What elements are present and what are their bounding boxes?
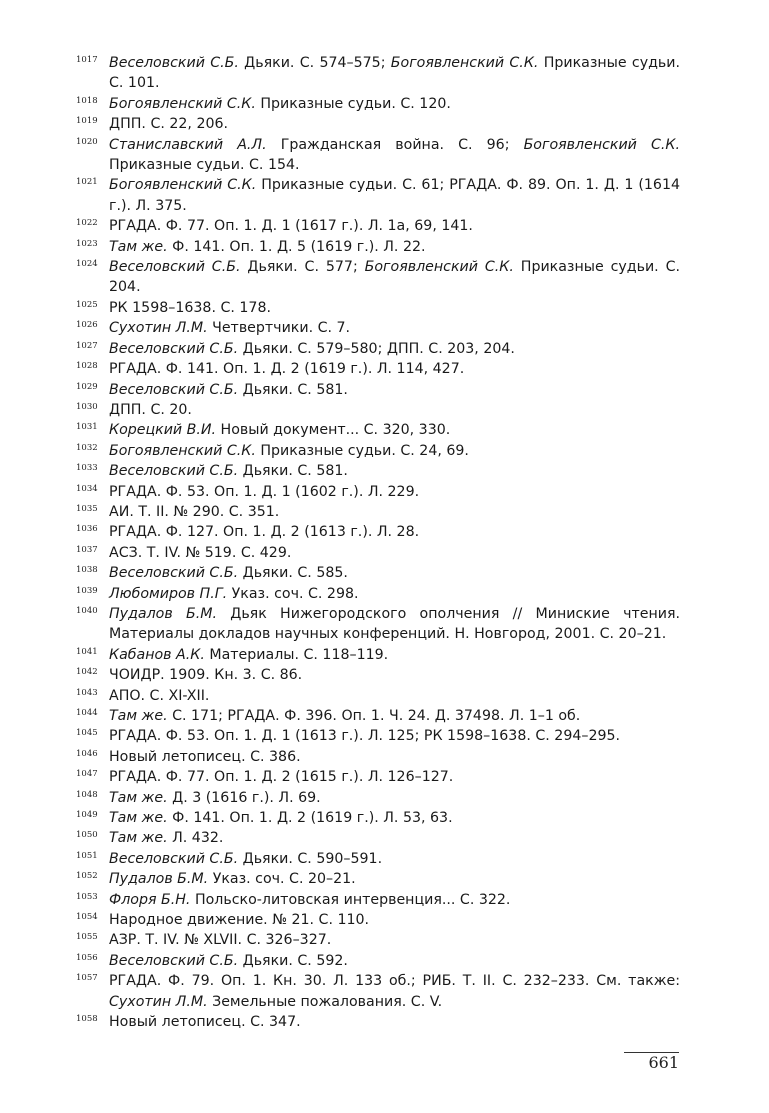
footnote-citation: АИ. Т. II. № 290. С. 351.: [109, 503, 280, 520]
footnote-citation: РГАДА. Ф. 53. Оп. 1. Д. 1 (1613 г.). Л. 125; РК 1598–1638. С. 294–295.: [109, 728, 621, 745]
footnote-text: [109, 706, 680, 726]
footnote: [76, 216, 680, 236]
footnote-author: Веселовский С.Б.: [109, 952, 239, 969]
footnote: [76, 482, 680, 502]
footnote-citation: Дьяки. С. 581.: [238, 381, 348, 398]
footnote-text: [109, 747, 680, 767]
footnote-number: 1025: [76, 299, 98, 310]
footnote-citation: АЗР. Т. IV. № XLVII. С. 326–327.: [109, 932, 332, 949]
footnote-number: 1046: [76, 748, 98, 759]
footnote: [76, 94, 680, 114]
footnote-author: Веселовский С.Б.: [109, 463, 239, 480]
footnote: [76, 849, 680, 869]
footnote-author: Веселовский С.Б.: [109, 565, 239, 582]
footnote-citation: Материалы. С. 118–119.: [204, 646, 389, 663]
footnote-author: Там же.: [109, 830, 168, 847]
footnote-number: 1043: [76, 687, 98, 698]
footnote-citation: РГАДА. Ф. 127. Оп. 1. Д. 2 (1613 г.). Л. 28.: [109, 524, 420, 541]
footnote: [76, 726, 680, 746]
footnote: [76, 890, 680, 910]
footnote-citation: Гражданская война. С. 96;: [266, 136, 524, 153]
footnote-number: 1052: [76, 871, 98, 882]
footnote-author: Кабанов А.К.: [109, 646, 205, 663]
footnote: [76, 808, 680, 828]
footnote-text: [109, 339, 680, 359]
footnote: [76, 298, 680, 318]
footnote-number: 1042: [76, 667, 98, 678]
footnote-number: 1019: [76, 116, 98, 127]
footnote: [76, 869, 680, 889]
footnote-text: [109, 767, 680, 787]
footnote-text: [109, 114, 680, 134]
footnote-text: [109, 543, 680, 563]
footnote-text: [109, 461, 680, 481]
footnote-citation: Земельные пожалования. С. V.: [207, 993, 443, 1010]
footnote: [76, 828, 680, 848]
footnote: [76, 175, 680, 216]
footnote-number: 1051: [76, 850, 98, 861]
footnote-citation: Дьяки. С. 577;: [240, 259, 365, 276]
footnote-citation: Новый документ... С. 320, 330.: [216, 422, 451, 439]
footnote-author: Веселовский С.Б.: [109, 850, 239, 867]
footnote-number: 1030: [76, 401, 98, 412]
footnote-list: [76, 53, 680, 1033]
footnote-number: 1055: [76, 932, 98, 943]
footnote: [76, 930, 680, 950]
footnote-citation: Дьяки. С. 592.: [238, 952, 348, 969]
footnote-number: 1057: [76, 973, 98, 984]
footnote-citation: АСЗ. Т. IV. № 519. С. 429.: [109, 544, 292, 561]
footnote: [76, 400, 680, 420]
footnote-text: [109, 890, 680, 910]
footnote-author: Сухотин Л.М.: [109, 993, 208, 1010]
footnote: [76, 788, 680, 808]
footnote-author: Богоявленский С.К.: [364, 259, 514, 276]
footnote: [76, 1012, 680, 1032]
footnote-number: 1048: [76, 789, 98, 800]
footnote-text: [109, 400, 680, 420]
footnote-citation: Дьяки. С. 574–575;: [238, 55, 391, 71]
footnote-number: 1049: [76, 810, 98, 821]
footnote: [76, 135, 680, 176]
footnote-text: [109, 94, 680, 114]
footnote-text: [109, 910, 680, 930]
footnote-text: [109, 604, 680, 645]
footnote-number: 1022: [76, 218, 98, 229]
footnote-text: [109, 788, 680, 808]
footnote-citation: Дьяки. С. 581.: [238, 463, 348, 480]
footnote: [76, 951, 680, 971]
footnote-citation: Дьяки. С. 579–580; ДПП. С. 203, 204.: [238, 340, 515, 357]
footnote-citation: РК 1598–1638. С. 178.: [109, 299, 271, 316]
footnote: [76, 441, 680, 461]
footnote-citation: Приказные судьи. С. 120.: [255, 95, 451, 112]
footnote-text: [109, 482, 680, 502]
footnote-citation: Ф. 141. Оп. 1. Д. 2 (1619 г.). Л. 53, 63.: [167, 810, 453, 827]
footnote-text: [109, 971, 680, 1012]
footnote-text: [109, 828, 680, 848]
footnote-text: [109, 584, 680, 604]
footnote-number: 1026: [76, 320, 98, 331]
footnote-citation: Дьяки. С. 590–591.: [238, 850, 383, 867]
footnote-citation: Приказные судьи. С. 61; РГАДА. Ф. 89. Оп. 1. Д. 1 (1614 г.). Л. 375.: [109, 177, 680, 214]
footnote-author: Веселовский С.Б.: [109, 55, 239, 71]
footnote-text: [109, 175, 680, 216]
footnote-citation: Приказные судьи. С. 24, 69.: [255, 442, 469, 459]
footnote: [76, 237, 680, 257]
footnote-author: Веселовский С.Б.: [109, 340, 239, 357]
footnote-text: [109, 849, 680, 869]
footnote-text: [109, 359, 680, 379]
footnote-text: [109, 522, 680, 542]
footnote-text: [109, 216, 680, 236]
footnote-author: Любомиров П.Г.: [109, 585, 228, 602]
footnote-number: 1050: [76, 830, 98, 841]
footnote-text: [109, 1012, 680, 1032]
footnote-author: Богоявленский С.К.: [523, 136, 680, 153]
footnote: [76, 339, 680, 359]
footnote-text: [109, 318, 680, 338]
footnote-text: [109, 257, 680, 298]
footnote-text: [109, 563, 680, 583]
footnote-text: [109, 645, 680, 665]
footnote-number: 1053: [76, 891, 98, 902]
footnote-number: 1058: [76, 1014, 98, 1025]
footnote-citation: Новый летописец. С. 386.: [109, 748, 301, 765]
footnote-number: 1024: [76, 259, 98, 270]
footnote-number: 1023: [76, 238, 98, 249]
footnote-citation: РГАДА. Ф. 77. Оп. 1. Д. 2 (1615 г.). Л. 126–127.: [109, 769, 454, 786]
footnote: [76, 53, 680, 94]
footnote-number: 1020: [76, 136, 98, 147]
footnote-number: 1056: [76, 952, 98, 963]
footnote-author: Веселовский С.Б.: [109, 259, 241, 276]
footnote-author: Богоявленский С.К.: [109, 442, 256, 459]
footnote-citation: Польско-литовская интервенция... С. 322.: [190, 891, 511, 908]
footnote-text: [109, 380, 680, 400]
footnote-citation: РГАДА. Ф. 53. Оп. 1. Д. 1 (1602 г.). Л. 229.: [109, 483, 420, 500]
footnote-number: 1035: [76, 503, 98, 514]
footnote-citation: Д. 3 (1616 г.). Л. 69.: [167, 789, 321, 806]
footnote-citation: С. 171; РГАДА. Ф. 396. Оп. 1. Ч. 24. Д. 37498. Л. 1–1 об.: [167, 708, 581, 724]
footnote-author: Корецкий В.И.: [109, 422, 217, 439]
footnote-author: Там же.: [109, 708, 168, 724]
footnote-number: 1034: [76, 483, 98, 494]
footnote-author: Там же.: [109, 789, 168, 806]
footnote: [76, 359, 680, 379]
footnote-citation: Л. 432.: [167, 830, 224, 847]
footnote-text: [109, 726, 680, 746]
footnote-citation: ДПП. С. 20.: [109, 401, 192, 418]
footnote: [76, 114, 680, 134]
footnote-text: [109, 237, 680, 257]
footnote: [76, 706, 680, 726]
footnote-citation: Народное движение. № 21. С. 110.: [109, 912, 370, 929]
footnote-text: [109, 686, 680, 706]
footnote-text: [109, 951, 680, 971]
footnote: [76, 665, 680, 685]
footnote: [76, 522, 680, 542]
footnote: [76, 502, 680, 522]
footnote-author: Сухотин Л.М.: [109, 320, 208, 337]
footnote-citation: Четвертчики. С. 7.: [207, 320, 351, 337]
footnote-citation: Указ. соч. С. 298.: [227, 585, 359, 602]
footnote-text: [109, 930, 680, 950]
footnote-number: 1045: [76, 728, 98, 739]
footnote-author: Богоявленский С.К.: [109, 95, 256, 112]
footnote-number: 1044: [76, 708, 98, 718]
footnote-number: 1029: [76, 381, 98, 392]
footnote-author: Пудалов Б.М.: [109, 605, 217, 622]
footnote-number: 1037: [76, 544, 98, 555]
footnote-text: [109, 502, 680, 522]
footnote: [76, 318, 680, 338]
footnote-number: 1054: [76, 912, 98, 923]
footnote: [76, 257, 680, 298]
footnote-author: Там же.: [109, 238, 168, 255]
footnote-number: 1047: [76, 769, 98, 780]
footnote: [76, 686, 680, 706]
footnote-number: 1032: [76, 442, 98, 453]
footnote: [76, 971, 680, 1012]
footnote-number: 1017: [76, 55, 98, 65]
footnote-text: [109, 135, 680, 176]
footnote-number: 1040: [76, 605, 98, 616]
footnote: [76, 563, 680, 583]
footnote-citation: ЧОИДР. 1909. Кн. 3. С. 86.: [109, 667, 303, 684]
footnote-text: [109, 441, 680, 461]
footnote-author: Там же.: [109, 810, 168, 827]
footnote-author: Богоявленский С.К.: [109, 177, 257, 194]
footnote-citation: РГАДА. Ф. 141. Оп. 1. Д. 2 (1619 г.). Л. 114, 427.: [109, 361, 465, 378]
footnote: [76, 461, 680, 481]
footnote-text: [109, 869, 680, 889]
footnote-number: 1018: [76, 95, 98, 106]
footnote: [76, 584, 680, 604]
footnote-number: 1028: [76, 361, 98, 372]
footnote-number: 1021: [76, 177, 98, 188]
footnote-citation: РГАДА. Ф. 77. Оп. 1. Д. 1 (1617 г.). Л. 1а, 69, 141.: [109, 218, 473, 235]
footnote-text: [109, 665, 680, 685]
page-number: 661: [648, 1053, 679, 1072]
footnote-citation: Приказные судьи. С. 101.: [109, 55, 680, 92]
footnote-author: Станиславский А.Л.: [109, 136, 267, 153]
footnote-number: 1031: [76, 422, 98, 433]
footnote-citation: Новый летописец. С. 347.: [109, 1014, 301, 1031]
footnote-number: 1036: [76, 524, 98, 535]
footnote-citation: РГАДА. Ф. 79. Оп. 1. Кн. 30. Л. 133 об.; РИБ. Т. II. С. 232–233. См. также:: [109, 973, 680, 990]
footnote-citation: Приказные судьи. С. 154.: [109, 157, 300, 174]
footnote-citation: АПО. С. XI-XII.: [109, 687, 210, 704]
footnote-author: Флоря Б.Н.: [109, 891, 191, 908]
footnote: [76, 604, 680, 645]
footnote: [76, 543, 680, 563]
footnote-citation: ДПП. С. 22, 206.: [109, 116, 229, 133]
footnote-author: Пудалов Б.М.: [109, 871, 209, 888]
footnote-citation: Ф. 141. Оп. 1. Д. 5 (1619 г.). Л. 22.: [167, 238, 426, 255]
footnote-text: [109, 420, 680, 440]
footnote-number: 1041: [76, 646, 98, 657]
footnote-number: 1038: [76, 565, 98, 576]
footnote: [76, 767, 680, 787]
footnote-number: 1033: [76, 463, 98, 474]
footnote-number: 1039: [76, 585, 98, 596]
footnote-text: [109, 53, 680, 94]
footnote-citation: Приказные судьи. С. 204.: [109, 259, 680, 296]
footnote: [76, 420, 680, 440]
footnote-citation: Указ. соч. С. 20–21.: [208, 871, 356, 888]
footnote-author: Веселовский С.Б.: [109, 381, 239, 398]
footnote: [76, 645, 680, 665]
footnote: [76, 380, 680, 400]
footnote: [76, 910, 680, 930]
footnote-citation: Дьяк Нижегородского ополчения // Миниские чтения. Материалы докладов научных конференций. Н. Новгород, 2001. С. 20–21.: [109, 605, 680, 643]
footnote: [76, 747, 680, 767]
footnote-author: Богоявленский С.К.: [390, 55, 539, 71]
footnote-text: [109, 298, 680, 318]
footnote-number: 1027: [76, 340, 98, 351]
footnote-text: [109, 808, 680, 828]
footnote-citation: Дьяки. С. 585.: [238, 565, 348, 582]
